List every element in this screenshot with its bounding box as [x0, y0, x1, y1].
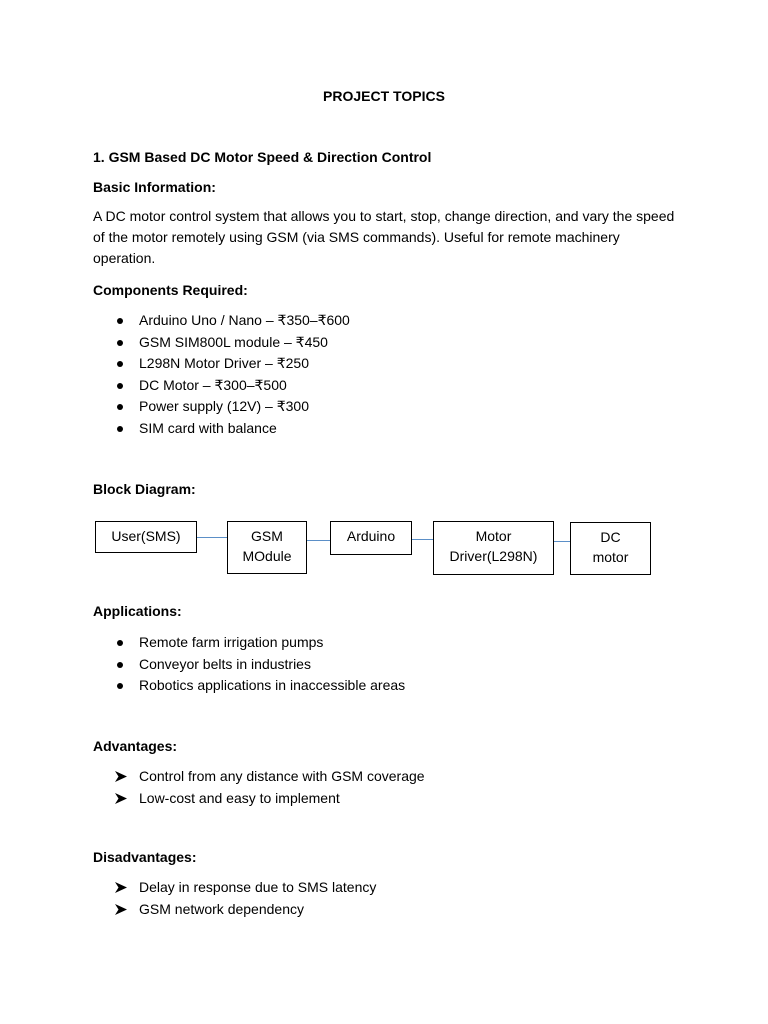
basic-info-paragraph: A DC motor control system that allows you to start, stop, change direction, and vary the speed of the motor remotely using GSM (via SMS commands). Useful for remote machinery operation. — [93, 208, 675, 266]
connector-line — [306, 540, 331, 541]
arrowhead-bullet-icon — [115, 904, 127, 915]
block-motor-driver: Motor Driver(L298N) — [433, 521, 554, 575]
list-item: Robotics applications in inaccessible areas — [93, 675, 693, 697]
list-item: Arduino Uno / Nano – ₹350–₹600 — [93, 310, 693, 332]
list-item: Control from any distance with GSM coverage — [93, 766, 693, 788]
connector-line — [196, 537, 228, 538]
list-item: Delay in response due to SMS latency — [93, 877, 693, 899]
block-user-sms: User(SMS) — [95, 521, 197, 553]
list-item: Remote farm irrigation pumps — [93, 632, 693, 654]
bullet-icon — [117, 640, 123, 646]
disadvantages-list — [93, 877, 693, 920]
block-arduino: Arduino — [330, 521, 412, 555]
arrowhead-bullet-icon — [115, 793, 127, 804]
basic-info-label: Basic Information: — [93, 179, 216, 195]
connector-line — [411, 539, 434, 540]
bullet-icon — [117, 383, 123, 389]
block-diagram-label: Block Diagram: — [93, 481, 196, 497]
list-item: GSM network dependency — [93, 899, 693, 921]
advantages-label: Advantages: — [93, 738, 178, 754]
bullet-icon — [117, 426, 123, 432]
arrowhead-bullet-icon — [115, 771, 127, 782]
bullet-icon — [117, 361, 123, 367]
bullet-icon — [117, 404, 123, 410]
block-gsm-module: GSM MOdule — [227, 521, 307, 574]
bullet-icon — [117, 683, 123, 689]
list-item: L298N Motor Driver – ₹250 — [93, 353, 693, 375]
list-item: Power supply (12V) – ₹300 — [93, 396, 693, 418]
list-item: GSM SIM800L module – ₹450 — [93, 332, 693, 354]
bullet-icon — [117, 662, 123, 668]
list-item: Low-cost and easy to implement — [93, 788, 693, 810]
list-item: DC Motor – ₹300–₹500 — [93, 375, 693, 397]
page-title: PROJECT TOPICS — [323, 88, 445, 104]
applications-label: Applications: — [93, 603, 182, 619]
applications-list — [93, 632, 693, 697]
disadvantages-label: Disadvantages: — [93, 849, 197, 865]
arrowhead-bullet-icon — [115, 882, 127, 893]
advantages-list — [93, 766, 693, 809]
block-dc-motor: DC motor — [570, 522, 651, 575]
bullet-icon — [117, 340, 123, 346]
components-list — [93, 310, 693, 439]
project-heading: 1. GSM Based DC Motor Speed & Direction Control — [93, 149, 432, 165]
connector-line — [553, 541, 571, 542]
components-label: Components Required: — [93, 282, 248, 298]
list-item: Conveyor belts in industries — [93, 654, 693, 676]
list-item: SIM card with balance — [93, 418, 693, 440]
bullet-icon — [117, 318, 123, 324]
